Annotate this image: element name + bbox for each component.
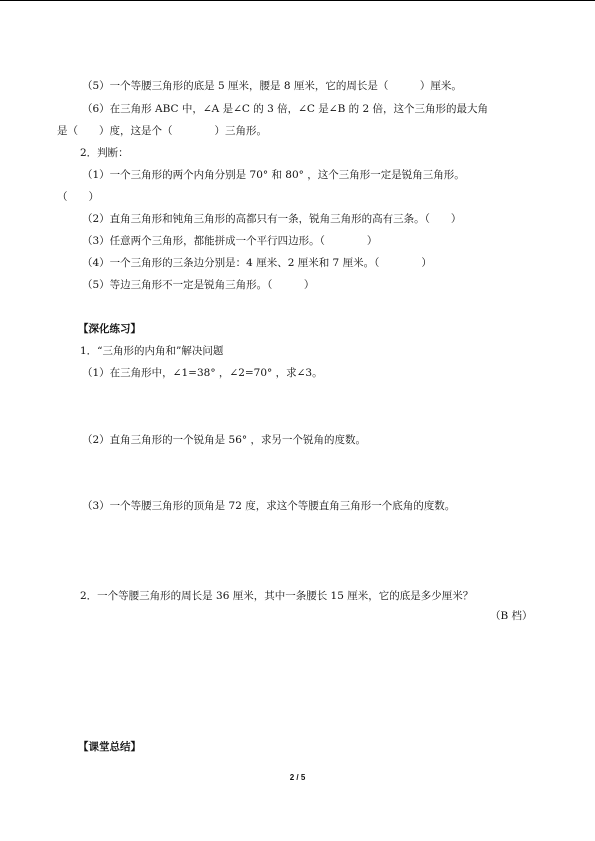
deepen-question-1-title: 1．“三角形的内角和”解决问题 xyxy=(80,345,224,357)
question-6-line1: （6）在三角形 ABC 中，∠A 是∠C 的 3 倍，∠C 是∠B 的 2 倍，这个三角形的最大角 xyxy=(82,103,489,115)
deepen-question-2: 2．一个等腰三角形的周长是 36 厘米，其中一条腰长 15 厘米，它的底是多少厘米？ xyxy=(80,590,474,602)
deepen-question-1-1: （1）在三角形中，∠1=38° ，∠2=70° ，求∠3。 xyxy=(82,367,323,379)
judge-item-1-line2: （ ） xyxy=(57,191,99,203)
summary-heading: 【课堂总结】 xyxy=(78,741,141,753)
judge-heading: 2．判断： xyxy=(80,147,129,159)
judge-item-5: （5）等边三角形不一定是锐角三角形。（ ） xyxy=(82,279,315,291)
top-rule xyxy=(0,0,595,1)
judge-item-1-line1: （1）一个三角形的两个内角分别是 70° 和 80° ，这个三角形一定是锐角三角形。 xyxy=(82,169,465,181)
judge-item-3: （3）任意两个三角形，都能拼成一个平行四边形。（ ） xyxy=(82,235,378,247)
difficulty-level-label: （B 档） xyxy=(490,610,533,622)
question-6-line2: 是（ ）度，这是个（ ）三角形。 xyxy=(57,125,267,137)
question-5: （5）一个等腰三角形的底是 5 厘米，腰是 8 厘米，它的周长是（ ）厘米。 xyxy=(82,80,462,92)
judge-item-2: （2）直角三角形和钝角三角形的高都只有一条，锐角三角形的高有三条。（ ） xyxy=(82,213,462,225)
deepen-question-1-3: （3）一个等腰三角形的顶角是 72 度，求这个等腰直角三角形一个底角的度数。 xyxy=(82,500,456,512)
deepen-heading: 【深化练习】 xyxy=(78,323,141,335)
judge-item-4: （4）一个三角形的三条边分别是：4 厘米、2 厘米和 7 厘米。（ ） xyxy=(82,257,432,269)
deepen-question-1-2: （2）直角三角形的一个锐角是 56° ，求另一个锐角的度数。 xyxy=(82,434,366,446)
page-number: 2 / 5 xyxy=(289,773,306,782)
